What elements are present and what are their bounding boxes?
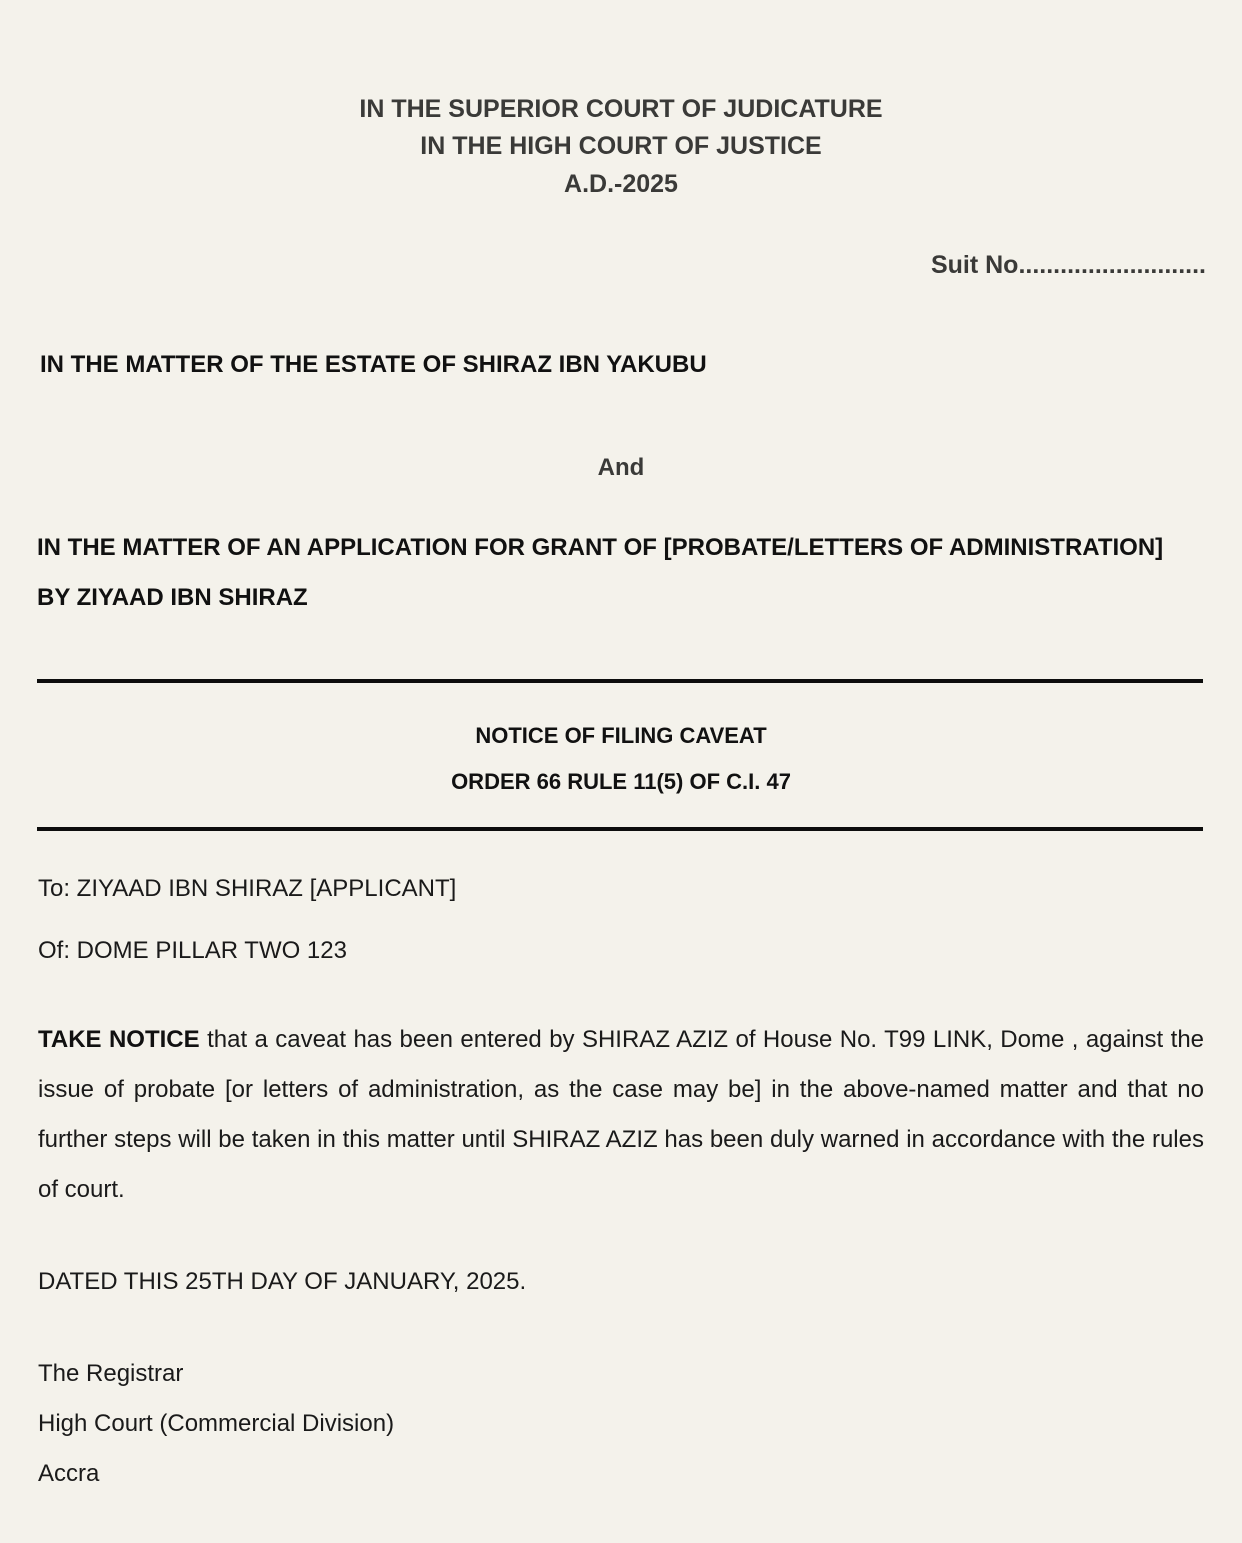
court-header-line-1: IN THE SUPERIOR COURT OF JUDICATURE <box>359 95 883 123</box>
application-matter-line-2: BY ZIYAAD IBN SHIRAZ <box>37 584 308 611</box>
addressee-to: To: ZIYAAD IBN SHIRAZ [APPLICANT] <box>38 875 457 902</box>
suit-number: Suit No........................... <box>930 251 1206 279</box>
bottom-divider <box>37 827 1203 831</box>
registrar-title: The Registrar <box>38 1360 184 1387</box>
notice-subtitle: ORDER 66 RULE 11(5) OF C.I. 47 <box>451 769 791 794</box>
matter-conjunction: And <box>597 454 645 481</box>
take-notice-lead: TAKE NOTICE <box>38 1026 200 1053</box>
estate-matter: IN THE MATTER OF THE ESTATE OF SHIRAZ IBN YAKUBU <box>40 351 707 378</box>
registrar-city: Accra <box>38 1460 100 1487</box>
dated-line: DATED THIS 25TH DAY OF JANUARY, 2025. <box>38 1268 527 1295</box>
registrar-court: High Court (Commercial Division) <box>38 1410 395 1437</box>
court-header-line-2: IN THE HIGH COURT OF JUSTICE <box>420 132 822 160</box>
top-divider <box>37 679 1203 683</box>
application-matter-line-1: IN THE MATTER OF AN APPLICATION FOR GRANT OF [PROBATE/LETTERS OF ADMINISTRATION] <box>37 534 1164 561</box>
notice-body <box>38 1015 1204 1215</box>
notice-title: NOTICE OF FILING CAVEAT <box>475 723 767 748</box>
notice-body-text: that a caveat has been entered by SHIRAZ AZIZ of House No. T99 LINK, Dome , against the issue of probate [or letters of administration, as the case may be] in the above-named matter and that no further steps will be taken in this matter until SHIRAZ AZIZ has been duly warned in accordance with the rules of court. <box>38 1026 1205 1203</box>
addressee-of: Of: DOME PILLAR TWO 123 <box>38 937 347 964</box>
court-header-year: A.D.-2025 <box>564 170 678 198</box>
